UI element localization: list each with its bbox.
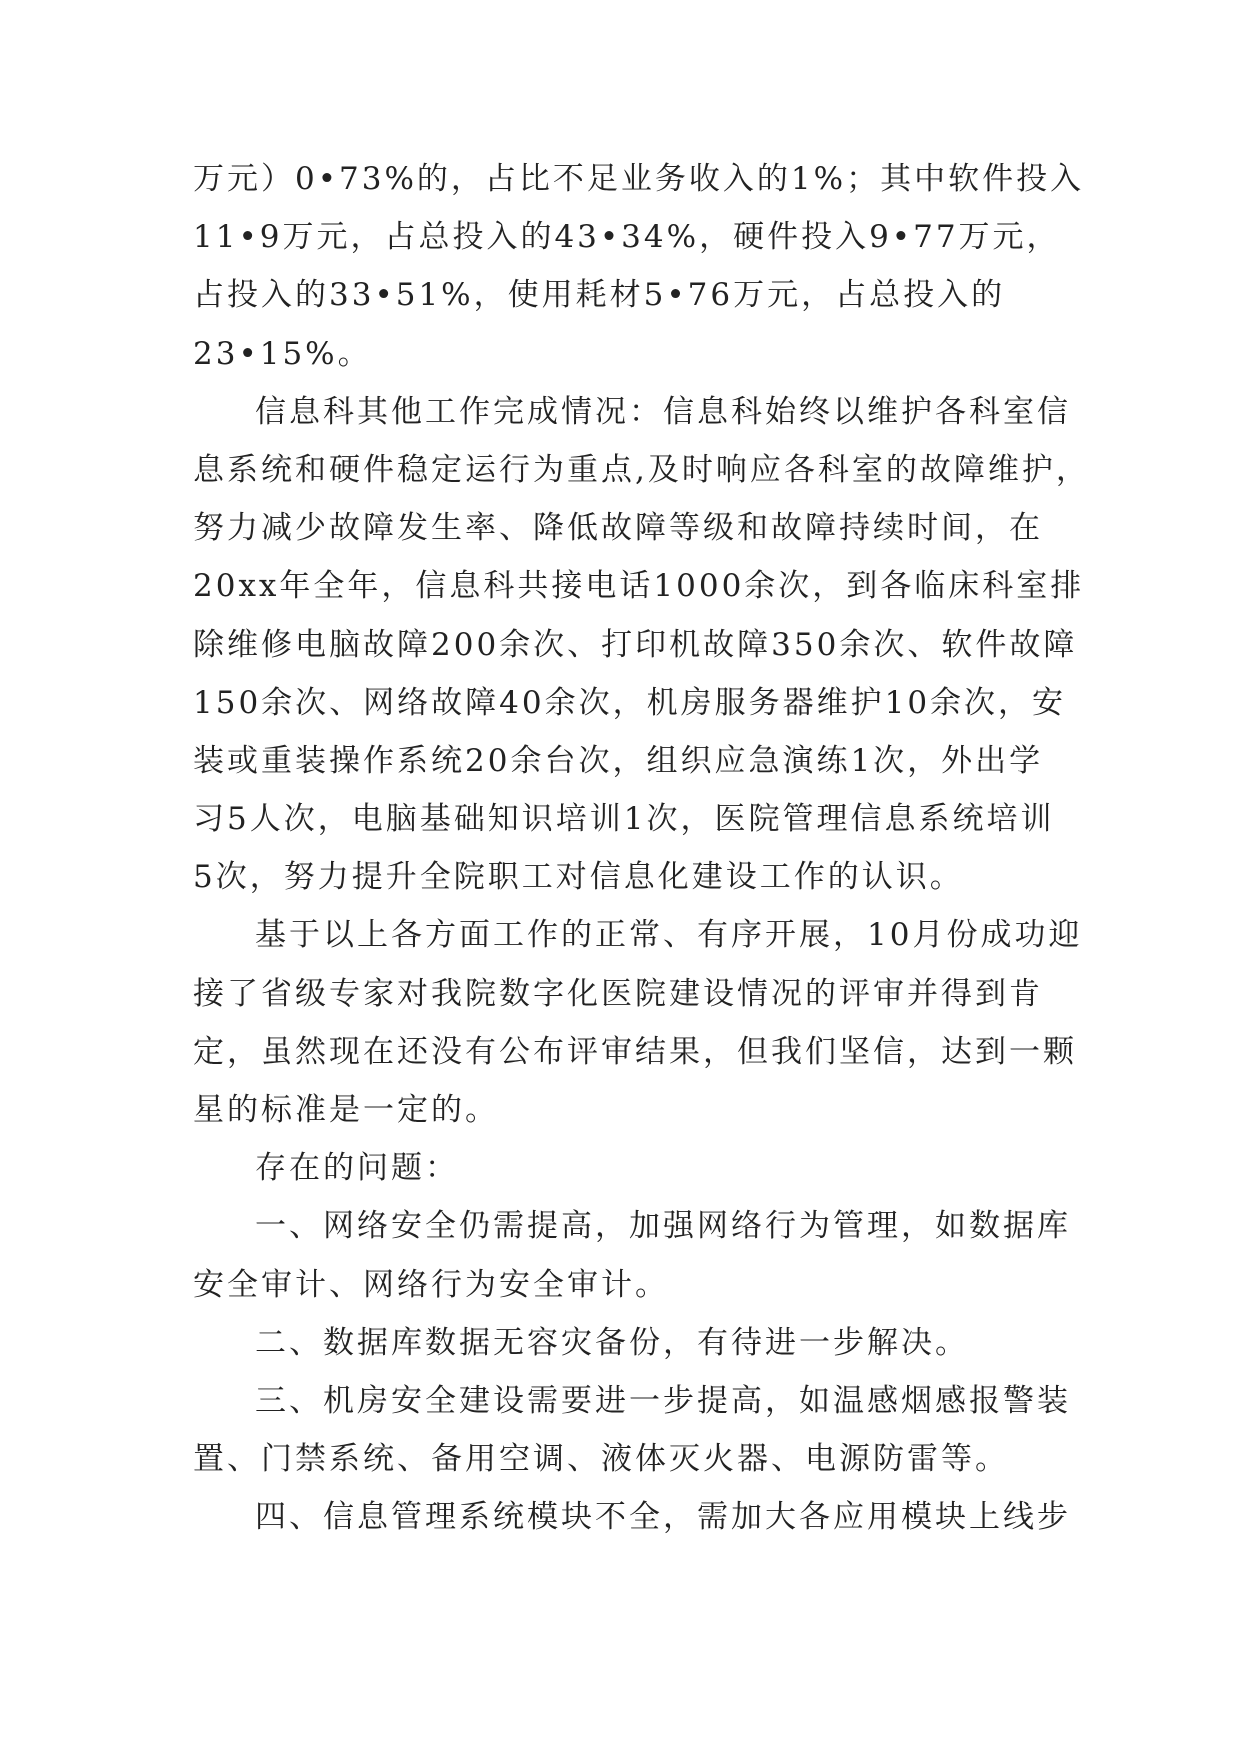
issue-item-2: 二、数据库数据无容灾备份，有待进一步解决。	[255, 1324, 969, 1361]
text-line: 万元）0•73%的，占比不足业务收入的1%；其中软件投入	[193, 161, 1085, 197]
paragraph-first-line: 基于以上各方面工作的正常、有序开展，10月份成功迎	[255, 917, 1083, 954]
issue-item-1: 一、网络安全仍需提高，加强网络行为管理，如数据库	[255, 1208, 1071, 1245]
section-heading: 存在的问题：	[255, 1150, 459, 1187]
text-line: 11•9万元，占总投入的43•34%，硬件投入9•77万元，	[193, 219, 1061, 256]
text-line: 150余次、网络故障40余次，机房服务器维护10余次，安	[193, 684, 1067, 721]
text-line: 装或重装操作系统20余台次，组织应急演练1次，外出学	[193, 742, 1044, 779]
text-line: 努力减少故障发生率、降低故障等级和故障持续时间，在	[193, 510, 1043, 547]
text-line: 占投入的33•51%，使用耗材5•76万元，占总投入的	[193, 277, 1006, 314]
text-line: 安全审计、网络行为安全审计。	[193, 1266, 669, 1303]
text-line: 星的标准是一定的。	[193, 1092, 499, 1128]
text-line: 23•15%。	[193, 335, 372, 372]
text-line: 接了省级专家对我院数字化医院建设情况的评审并得到肯	[193, 975, 1043, 1012]
text-line: 定，虽然现在还没有公布评审结果，但我们坚信，达到一颗	[193, 1033, 1077, 1070]
text-line: 除维修电脑故障200余次、打印机故障350余次、软件故障	[193, 626, 1078, 663]
paragraph-first-line: 信息科其他工作完成情况：信息科始终以维护各科室信	[255, 393, 1071, 430]
issue-item-4: 四、信息管理系统模块不全，需加大各应用模块上线步	[255, 1499, 1071, 1536]
document-body	[193, 150, 1090, 1547]
issue-item-3: 三、机房安全建设需要进一步提高，如温感烟感报警装	[255, 1382, 1071, 1419]
text-line: 置、门禁系统、备用空调、液体灭火器、电源防雷等。	[193, 1441, 1009, 1478]
text-line: 20xx年全年，信息科共接电话1000余次，到各临床科室排	[193, 568, 1085, 605]
text-line: 5次，努力提升全院职工对信息化建设工作的认识。	[193, 859, 964, 896]
text-line: 息系统和硬件稳定运行为重点,及时响应各科室的故障维护，	[193, 451, 1090, 488]
text-line: 习5人次，电脑基础知识培训1次，医院管理信息系统培训	[193, 801, 1055, 838]
